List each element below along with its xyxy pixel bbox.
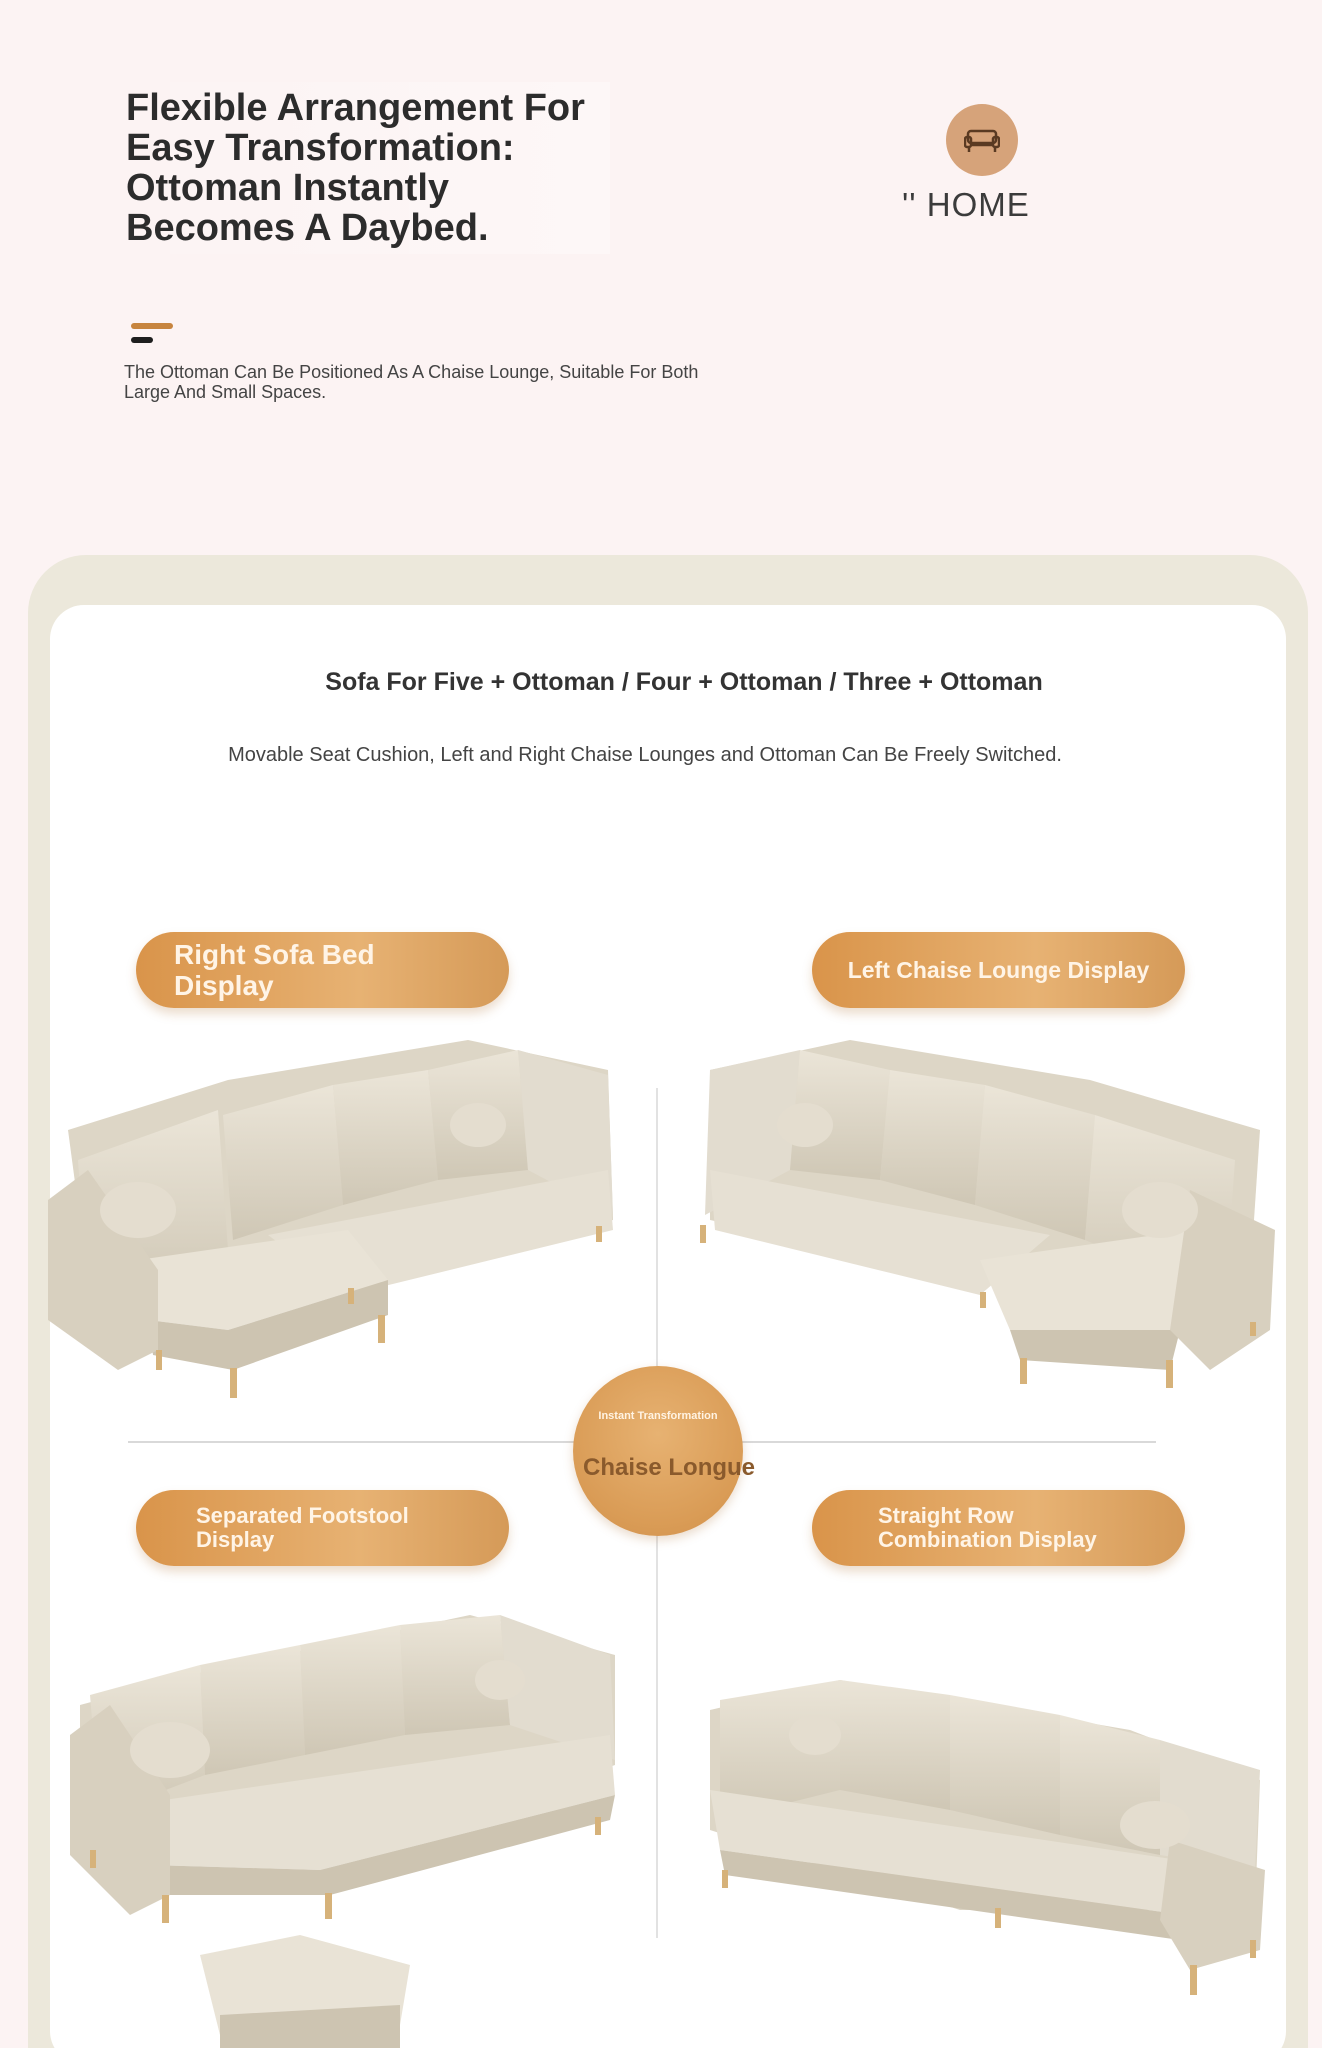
label-line: Combination Display	[878, 1527, 1097, 1552]
page-title: Flexible Arrangement For Easy Transformation: Ottoman Instantly Becomes A Daybed.	[110, 82, 610, 254]
label-line: Display	[174, 970, 274, 1001]
accent-decoration	[131, 323, 175, 345]
sofa-image-straight-row	[700, 1670, 1270, 2010]
sofa-image-separated-footstool	[70, 1595, 630, 2048]
label-line: Separated Footstool	[196, 1503, 409, 1528]
label-left-chaise-lounge-display	[812, 932, 1185, 1008]
badge-caption: Instant Transformation	[598, 1410, 718, 1422]
sofa-image-right-sofa-bed	[48, 1030, 628, 1430]
label-line: Left Chaise Lounge Display	[847, 956, 1150, 983]
page-subtitle: The Ottoman Can Be Positioned As A Chaise Lounge, Suitable For Both Large And Small Spaces.	[124, 362, 699, 402]
label-line: Straight Row	[878, 1503, 1014, 1528]
label-right-sofa-bed-display	[136, 932, 509, 1008]
label-line: Display	[196, 1527, 275, 1552]
center-badge	[573, 1366, 756, 1536]
badge-title: Chaise Longue	[583, 1454, 756, 1481]
card-title: Sofa For Five + Ottoman / Four + Ottoman / Three + Ottoman	[325, 668, 1043, 696]
label-line: Right Sofa Bed	[174, 939, 375, 970]
sofa-image-left-chaise-lounge	[690, 1030, 1280, 1430]
brand-logo	[946, 104, 1018, 176]
card-subtitle: Movable Seat Cushion, Left and Right Chaise Lounges and Ottoman Can Be Freely Switched.	[228, 744, 1062, 766]
sofa-icon	[964, 127, 1000, 153]
label-separated-footstool-display	[136, 1490, 509, 1566]
label-straight-row-combination-display	[812, 1490, 1185, 1566]
brand-name: '' HOME	[902, 186, 1030, 223]
